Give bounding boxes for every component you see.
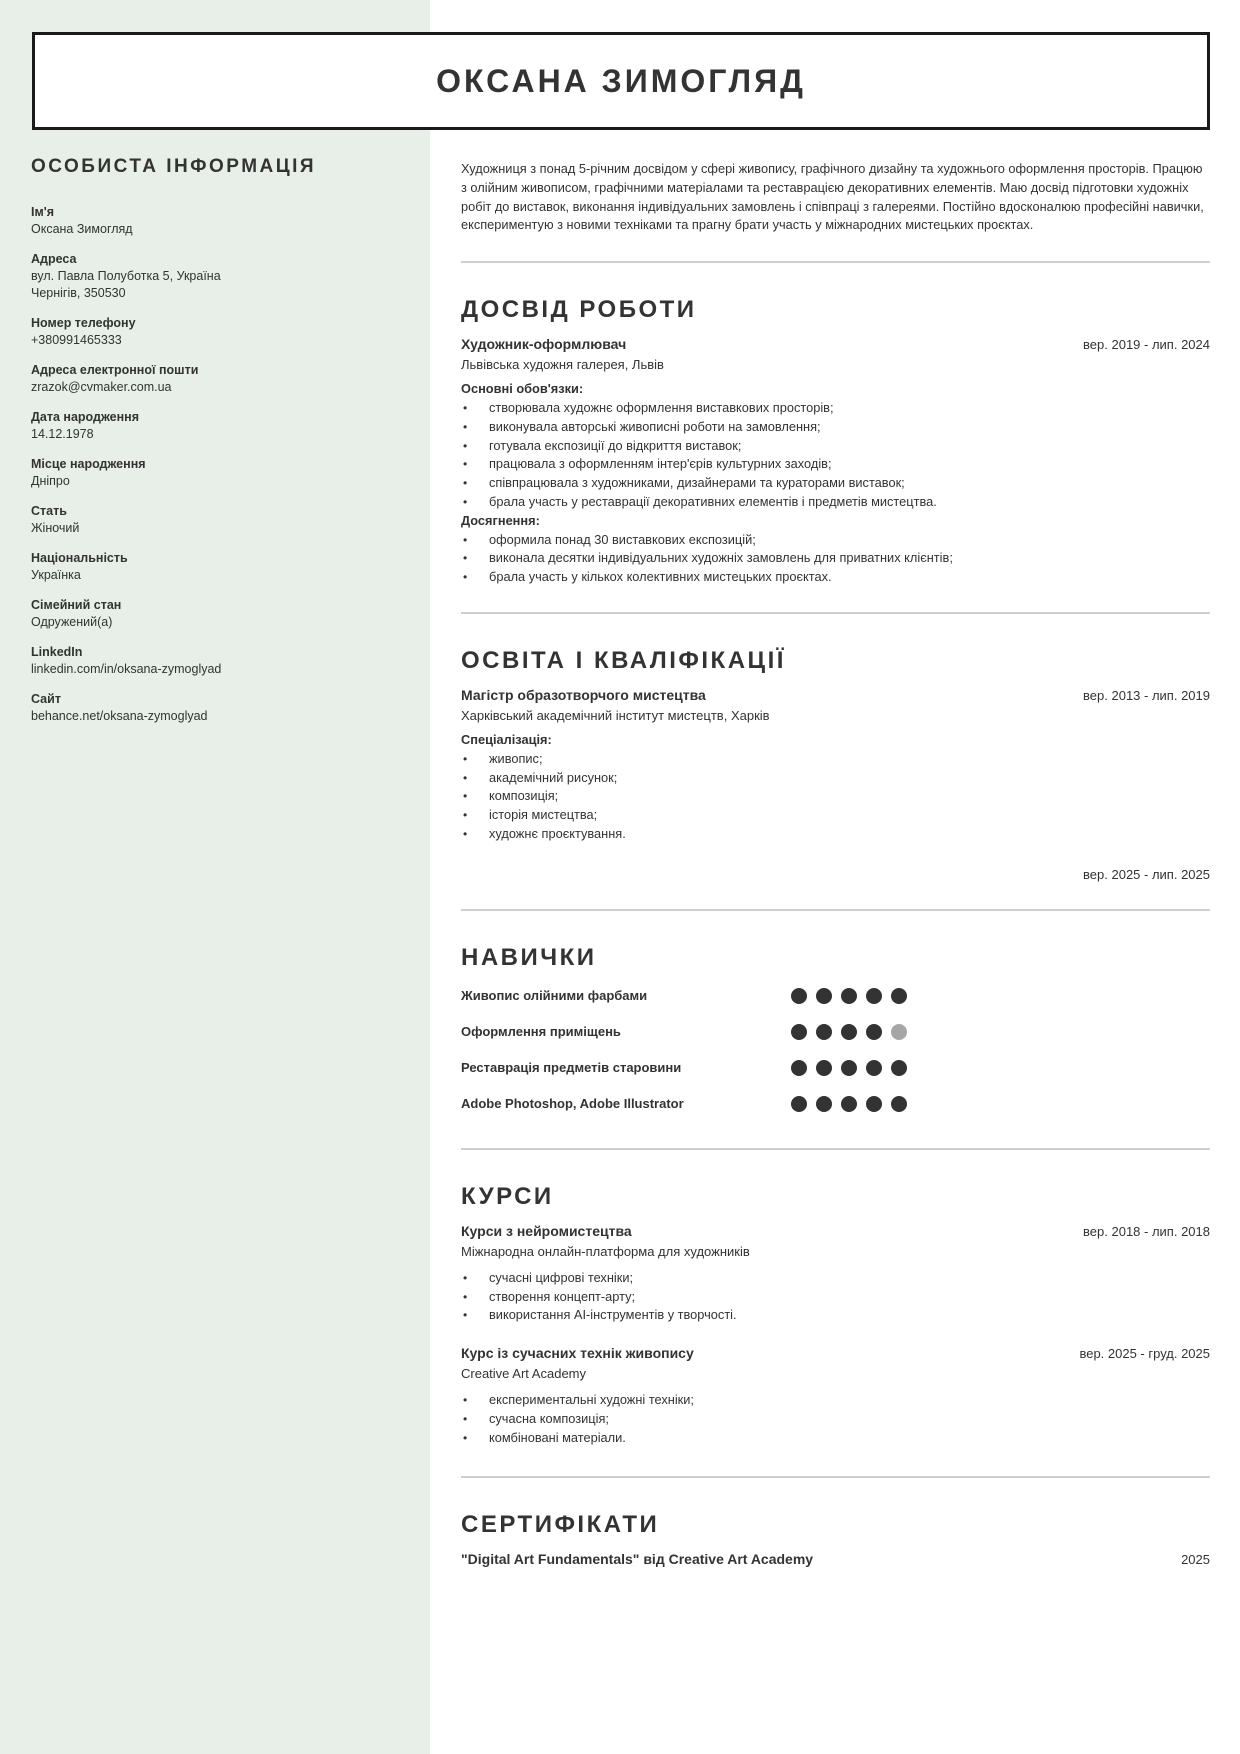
degree-dates: вер. 2013 - лип. 2019 bbox=[1083, 687, 1210, 703]
list-item: • композиція; bbox=[461, 787, 1210, 806]
section-divider bbox=[461, 261, 1210, 263]
list-item: • виконала десятки індивідуальних художніх замовлень для приватних клієнтів; bbox=[461, 549, 1210, 568]
skill-rating bbox=[791, 988, 907, 1004]
list-item: • художнє проєктування. bbox=[461, 825, 1210, 844]
pi-marital-value: Одружений(а) bbox=[31, 615, 113, 629]
list-item: • історія мистецтва; bbox=[461, 806, 1210, 825]
certificate-year: 2025 bbox=[1181, 1551, 1210, 1567]
rating-dot-filled bbox=[866, 1096, 882, 1112]
education-section bbox=[461, 647, 1210, 882]
skill-name: Adobe Photoshop, Adobe Illustrator bbox=[461, 1096, 684, 1112]
list-item: • сучасні цифрові техніки; bbox=[461, 1269, 1210, 1288]
list-item: • виконувала авторські живописні роботи на замовлення; bbox=[461, 418, 1210, 437]
job-title: Художник-оформлювач bbox=[461, 336, 627, 353]
pi-birthplace-label: Місце народження bbox=[31, 457, 146, 471]
list-item: • брала участь у кількох колективних мистецьких проєктах. bbox=[461, 568, 1210, 587]
job-dates: вер. 2019 - лип. 2024 bbox=[1083, 337, 1210, 353]
rating-dot-filled bbox=[816, 988, 832, 1004]
job-employer: Львівська художня галерея, Львів bbox=[461, 357, 664, 373]
pi-birthdate-label: Дата народження bbox=[31, 410, 139, 424]
duties-label: Основні обов'язки: bbox=[461, 381, 584, 397]
rating-dot-filled bbox=[791, 1060, 807, 1076]
rating-dot-filled bbox=[891, 988, 907, 1004]
rating-dot-filled bbox=[841, 1096, 857, 1112]
pi-gender-value: Жіночий bbox=[31, 521, 80, 535]
rating-dot-filled bbox=[891, 1096, 907, 1112]
skill-name: Живопис олійними фарбами bbox=[461, 988, 648, 1004]
rating-dot-empty bbox=[891, 1024, 907, 1040]
pi-address bbox=[31, 251, 401, 302]
rating-dot-filled bbox=[816, 1024, 832, 1040]
pi-marital bbox=[31, 597, 401, 631]
course-dates: вер. 2018 - лип. 2018 bbox=[1083, 1223, 1210, 1239]
course-topics bbox=[461, 1269, 1210, 1325]
certificate-row bbox=[461, 1551, 1210, 1567]
pi-phone bbox=[31, 315, 401, 349]
pi-address-line-2: Чернігів, 350530 bbox=[31, 286, 126, 300]
pi-name-label: Ім'я bbox=[31, 205, 54, 219]
main-content bbox=[461, 160, 1210, 1567]
list-item: • працювала з оформленням інтер'єрів культурних заходів; bbox=[461, 455, 1210, 474]
rating-dot-filled bbox=[866, 1060, 882, 1076]
skills-list bbox=[461, 978, 1210, 1122]
candidate-name: ОКСАНА ЗИМОГЛЯД bbox=[436, 62, 806, 99]
skill-name: Реставрація предметів старовини bbox=[461, 1060, 682, 1076]
section-divider bbox=[461, 909, 1210, 911]
pi-gender-label: Стать bbox=[31, 504, 67, 518]
personal-info-panel bbox=[31, 156, 401, 738]
pi-website bbox=[31, 691, 401, 725]
list-item: • створювала художнє оформлення виставкових просторів; bbox=[461, 399, 1210, 418]
rating-dot-filled bbox=[816, 1060, 832, 1076]
specialization-label: Спеціалізація: bbox=[461, 731, 552, 747]
certificate-name: "Digital Art Fundamentals" від Creative Art Academy bbox=[461, 1550, 814, 1567]
course-provider: Creative Art Academy bbox=[461, 1366, 586, 1382]
pi-nationality-label: Національність bbox=[31, 551, 128, 565]
skill-row bbox=[461, 1050, 1210, 1086]
section-divider bbox=[461, 612, 1210, 614]
course-header bbox=[461, 1345, 1210, 1361]
experience-section bbox=[461, 296, 1210, 587]
course-name: Курс із сучасних технік живопису bbox=[461, 1345, 694, 1362]
pi-marital-label: Сімейний стан bbox=[31, 598, 122, 612]
rating-dot-filled bbox=[891, 1060, 907, 1076]
pi-linkedin-link[interactable]: linkedin.com/in/oksana-zymoglyad bbox=[31, 662, 222, 676]
pi-email-value[interactable]: zrazok@cvmaker.com.ua bbox=[31, 380, 172, 394]
pi-phone-value: +380991465333 bbox=[31, 333, 122, 347]
rating-dot-filled bbox=[791, 1024, 807, 1040]
name-header bbox=[32, 32, 1210, 130]
section-divider bbox=[461, 1476, 1210, 1478]
job-header bbox=[461, 336, 1210, 352]
degree-header bbox=[461, 687, 1210, 703]
personal-info-title: ОСОБИСТА ІНФОРМАЦІЯ bbox=[31, 156, 317, 177]
pi-name-value: Оксана Зимогляд bbox=[31, 222, 133, 236]
rating-dot-filled bbox=[866, 1024, 882, 1040]
rating-dot-filled bbox=[816, 1096, 832, 1112]
school-name: Харківський академічний інститут мистецтв, Харків bbox=[461, 707, 770, 723]
list-item: • сучасна композиція; bbox=[461, 1410, 1210, 1429]
course-dates: вер. 2025 - груд. 2025 bbox=[1079, 1346, 1210, 1362]
skill-rating bbox=[791, 1096, 907, 1112]
extra-entry-header bbox=[461, 867, 1210, 882]
section-divider bbox=[461, 1148, 1210, 1150]
skill-row bbox=[461, 1086, 1210, 1122]
pi-phone-label: Номер телефону bbox=[31, 316, 136, 330]
pi-birthplace bbox=[31, 456, 401, 490]
rating-dot-filled bbox=[791, 1096, 807, 1112]
pi-gender bbox=[31, 503, 401, 537]
pi-address-line-1: вул. Павла Полуботка 5, Україна bbox=[31, 269, 221, 283]
skill-rating bbox=[791, 1024, 907, 1040]
course-name: Курси з нейромистецтва bbox=[461, 1222, 632, 1239]
course-provider: Міжнародна онлайн-платформа для художників bbox=[461, 1243, 750, 1259]
skill-row bbox=[461, 978, 1210, 1014]
skill-row bbox=[461, 1014, 1210, 1050]
skills-title: НАВИЧКИ bbox=[461, 943, 597, 971]
pi-name bbox=[31, 204, 401, 238]
courses-section bbox=[461, 1183, 1210, 1448]
rating-dot-filled bbox=[841, 1060, 857, 1076]
list-item: • готувала експозиції до відкриття виставок; bbox=[461, 437, 1210, 456]
list-item: • комбіновані матеріали. bbox=[461, 1429, 1210, 1448]
pi-birthplace-value: Дніпро bbox=[31, 474, 70, 488]
list-item: • живопис; bbox=[461, 750, 1210, 769]
course-header bbox=[461, 1223, 1210, 1239]
skill-name: Оформлення приміщень bbox=[461, 1024, 621, 1040]
courses-title: КУРСИ bbox=[461, 1182, 554, 1210]
pi-nationality bbox=[31, 550, 401, 584]
pi-nationality-value: Українка bbox=[31, 568, 81, 582]
pi-website-link[interactable]: behance.net/oksana-zymoglyad bbox=[31, 709, 208, 723]
list-item: • академічний рисунок; bbox=[461, 769, 1210, 788]
pi-address-label: Адреса bbox=[31, 252, 77, 266]
pi-linkedin bbox=[31, 644, 401, 678]
list-item: • брала участь у реставрації декоративних елементів і предметів мистецтва. bbox=[461, 493, 1210, 512]
experience-title: ДОСВІД РОБОТИ bbox=[461, 296, 697, 324]
course-topics bbox=[461, 1391, 1210, 1447]
list-item: • експериментальні художні техніки; bbox=[461, 1391, 1210, 1410]
pi-website-label: Сайт bbox=[31, 692, 61, 706]
list-item: • створення концепт-арту; bbox=[461, 1288, 1210, 1307]
skill-rating bbox=[791, 1060, 907, 1076]
duties-list bbox=[461, 399, 1210, 512]
rating-dot-filled bbox=[791, 988, 807, 1004]
pi-birthdate-value: 14.12.1978 bbox=[31, 427, 94, 441]
certificates-section bbox=[461, 1511, 1210, 1567]
list-item: • використання AI-інструментів у творчості. bbox=[461, 1306, 1210, 1325]
extra-entry-dates: вер. 2025 - лип. 2025 bbox=[1083, 866, 1210, 882]
rating-dot-filled bbox=[866, 988, 882, 1004]
certificates-title: СЕРТИФІКАТИ bbox=[461, 1510, 660, 1538]
rating-dot-filled bbox=[841, 988, 857, 1004]
list-item: • співпрацювала з художниками, дизайнерами та кураторами виставок; bbox=[461, 474, 1210, 493]
pi-email-label: Адреса електронної пошти bbox=[31, 363, 199, 377]
degree-title: Магістр образотворчого мистецтва bbox=[461, 686, 706, 703]
specialization-list bbox=[461, 750, 1210, 844]
profile-summary: Художниця з понад 5-річним досвідом у сфері живопису, графічного дизайну та художнього оформлення просторів. Працюю з олійним живописом, графічними матеріалами та реставрацією декоративних елементів. Маю досвід підготовки художніх робіт до виставок, виконання індивідуальних замовлень і співпраці з галереями. Постійно вдосконалюю професійні навички, експериментую з новими техніками та прагну брати участь у міжнародних мистецьких проєктах. bbox=[461, 161, 1204, 233]
achievements-list bbox=[461, 531, 1210, 587]
pi-linkedin-label: LinkedIn bbox=[31, 645, 83, 659]
rating-dot-filled bbox=[841, 1024, 857, 1040]
pi-birthdate bbox=[31, 409, 401, 443]
list-item: • оформила понад 30 виставкових експозицій; bbox=[461, 531, 1210, 550]
education-title: ОСВІТА І КВАЛІФІКАЦІЇ bbox=[461, 646, 786, 674]
pi-email bbox=[31, 362, 401, 396]
achievements-label: Досягнення: bbox=[461, 512, 540, 528]
skills-section bbox=[461, 944, 1210, 1122]
